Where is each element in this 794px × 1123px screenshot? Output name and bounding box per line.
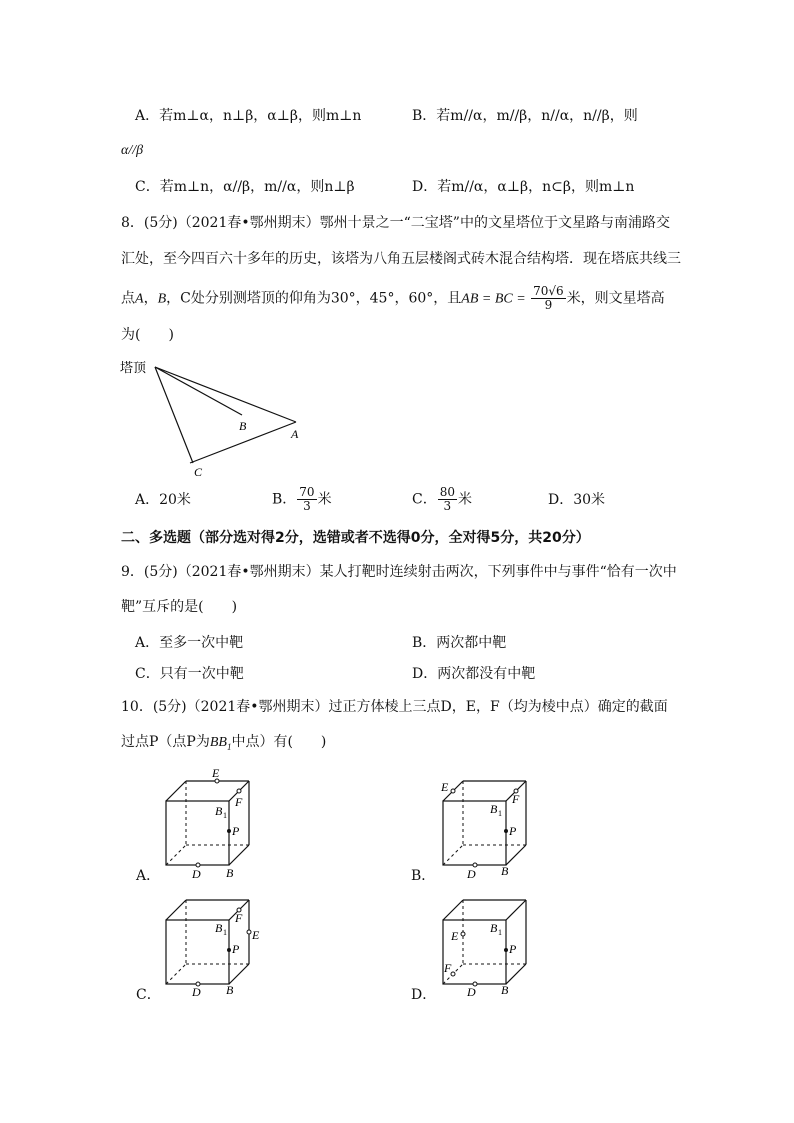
q8-option-d[interactable]: D．30米: [548, 492, 606, 508]
cube-b-edge: [506, 845, 526, 865]
q9-option-c[interactable]: C．只有一次中靶: [135, 666, 244, 682]
cube-figure-d: [437, 884, 547, 999]
q9-stem-line2: 靶”互斥的是( ): [121, 599, 238, 615]
cube-a-label-b1-sub: 1: [223, 811, 227, 820]
q8-line-top-a: [155, 367, 296, 422]
q8-point-a: A: [135, 291, 144, 307]
q10-option-a[interactable]: A．: [136, 868, 161, 884]
q8-option-c-prefix: C．: [412, 491, 437, 508]
cube-a-point-p: [227, 829, 231, 833]
q8-point-b: B: [157, 291, 167, 307]
q8-option-c-fraction: [438, 486, 457, 513]
cube-d-label-b: B: [501, 983, 509, 997]
q8-label-top: 塔顶: [120, 360, 147, 375]
cube-d-label-p: P: [509, 942, 517, 956]
cube-c-edge: [229, 964, 249, 984]
q8-stem-line3-mid: ，C处分别测塔顶的仰角为30°，45°，60°，且: [166, 290, 462, 307]
q8-option-b-prefix: B．: [272, 491, 297, 508]
cube-figure-b: [437, 765, 547, 880]
q10-stem-line2-pre: 过点P（点P为: [121, 734, 210, 750]
q9-option-b[interactable]: B．两次都中靶: [412, 635, 507, 651]
q7-option-c[interactable]: C．若m⊥n，α//β，m//α，则n⊥β: [135, 179, 355, 195]
cube-b-hidden-edge: [443, 845, 463, 865]
cube-c-label-f: F: [235, 911, 243, 925]
cube-c-edge: [166, 900, 186, 920]
cube-a-label-p: P: [232, 824, 240, 838]
cube-c-label-e: E: [252, 928, 260, 942]
q8-stem-line3: 点A，B，C处分别测塔顶的仰角为30°，45°，60°，且AB = BC = $\frac{70√6}{9}$ 米，则文星塔高: [121, 284, 665, 312]
cube-b-point-p: [504, 829, 508, 833]
cube-b-label-b1: B: [490, 802, 498, 816]
cube-figure-c: [160, 884, 270, 999]
q10-bb1: BB: [209, 735, 227, 750]
cube-b-label-b: B: [501, 864, 509, 878]
cube-c-label-b: B: [226, 983, 234, 997]
cube-a-edge: [166, 781, 186, 801]
q8-option-a[interactable]: A．20米: [135, 492, 191, 508]
q10-option-c[interactable]: C．: [136, 987, 161, 1003]
cube-d-point-p: [504, 948, 508, 952]
q8-option-c-num: 80: [439, 485, 455, 499]
q10-stem-line2-post: 中点）有( ): [231, 734, 327, 750]
section2-heading: 二、多选题（部分选对得2分，选错或者不选得0分，全对得5分，共20分）: [121, 530, 590, 546]
cube-c-point-e: [247, 930, 251, 934]
cube-b-point-e: [451, 789, 455, 793]
q9-stem-line1: 9．(5分)（2021春•鄂州期末）某人打靶时连续射击两次，下列事件中与事件“恰有一次中: [121, 564, 677, 580]
q8-option-b-unit: 米: [317, 491, 332, 508]
q9-option-d[interactable]: D．两次都没有中靶: [412, 666, 536, 682]
cube-b-label-b1-sub: 1: [498, 809, 502, 818]
q8-label-a: A: [291, 427, 299, 441]
q8-equation-lhs: AB = BC =: [461, 291, 526, 307]
cube-a-hidden-edge: [166, 845, 186, 865]
cube-a-label-b: B: [226, 866, 234, 880]
cube-d-edge: [443, 900, 463, 920]
q8-stem-line3-post: 米，则文星塔高: [566, 290, 665, 307]
q8-fraction-num: 70√6: [533, 284, 564, 298]
q10-stem-line1: 10．(5分)（2021春•鄂州期末）过正方体棱上三点D，E，F（均为棱中点）确定的截面: [121, 699, 668, 715]
cube-d-edge: [506, 964, 526, 984]
cube-c-label-b1-sub: 1: [223, 928, 227, 937]
q8-fraction-den: 9: [544, 298, 553, 312]
cube-c-label-p: P: [232, 942, 240, 956]
q8-line-top-b: [155, 367, 242, 415]
q8-stem-line2: 汇处，至今四百六十多年的历史，该塔为八角五层楼阁式砖木混合结构塔．现在塔底共线三: [121, 251, 681, 267]
q8-option-b[interactable]: [272, 486, 332, 513]
q8-label-b: B: [239, 419, 247, 433]
q7-option-b-line2: α//β: [121, 143, 144, 158]
q9-option-a[interactable]: A．至多一次中靶: [135, 635, 244, 651]
cube-b-label-d: D: [467, 867, 476, 880]
q7-option-d[interactable]: D．若m//α，α⊥β，n⊂β，则m⊥n: [412, 179, 635, 195]
cube-b-label-f: F: [512, 792, 520, 806]
q8-option-b-num: 70: [299, 485, 315, 499]
cube-d-edge: [506, 900, 526, 920]
q10-bb1-sub: 1: [226, 741, 232, 752]
cube-d-label-f: F: [444, 961, 452, 975]
q8-fraction: [531, 285, 566, 312]
cube-c-label-b1: B: [215, 921, 223, 935]
q10-stem-line2: [121, 732, 326, 757]
cube-b-label-p: P: [509, 824, 517, 838]
q10-option-b[interactable]: B．: [411, 868, 436, 884]
q8-label-c: C: [194, 465, 203, 479]
q8-option-c-unit: 米: [458, 491, 472, 508]
cube-d-label-b1: B: [490, 921, 498, 935]
q7-option-b-line1[interactable]: B．若m//α，m//β，n//α，n//β，则: [412, 108, 638, 124]
q10-option-d[interactable]: D．: [411, 987, 437, 1003]
cube-d-label-b1-sub: 1: [498, 928, 502, 937]
cube-b-label-e: E: [441, 780, 449, 794]
q8-tower-figure: [115, 355, 315, 480]
q7-option-a[interactable]: A．若m⊥α，n⊥β，α⊥β，则m⊥n: [135, 108, 362, 124]
cube-figure-a: [160, 765, 270, 880]
cube-a-point-f: [237, 789, 241, 793]
q8-stem-line1: 8．(5分)（2021春•鄂州期末）鄂州十景之一“二宝塔”中的文星塔位于文星路与南浦路交: [121, 215, 670, 231]
cube-d-label-d: D: [467, 985, 476, 999]
q8-stem-line4: 为( ): [121, 327, 174, 343]
q8-stem-line3-pre: 点: [121, 290, 135, 307]
cube-d-label-e: E: [451, 929, 459, 943]
cube-c-point-p: [227, 948, 231, 952]
cube-a-label-f: F: [235, 795, 243, 809]
cube-d-point-f: [451, 972, 455, 976]
cube-a-edge: [229, 845, 249, 865]
cube-a-label-d: D: [192, 867, 201, 880]
q8-option-c[interactable]: [412, 486, 472, 513]
q8-option-b-fraction: [297, 486, 316, 513]
q8-line-top-c: [155, 367, 193, 463]
q8-option-c-den: 3: [443, 499, 452, 513]
cube-c-hidden-edge: [166, 964, 186, 984]
q8-option-b-den: 3: [303, 499, 311, 513]
cube-c-label-d: D: [192, 985, 201, 999]
cube-d-point-e: [461, 932, 465, 936]
cube-a-label-b1: B: [215, 804, 223, 818]
cube-a-label-e: E: [212, 766, 220, 780]
